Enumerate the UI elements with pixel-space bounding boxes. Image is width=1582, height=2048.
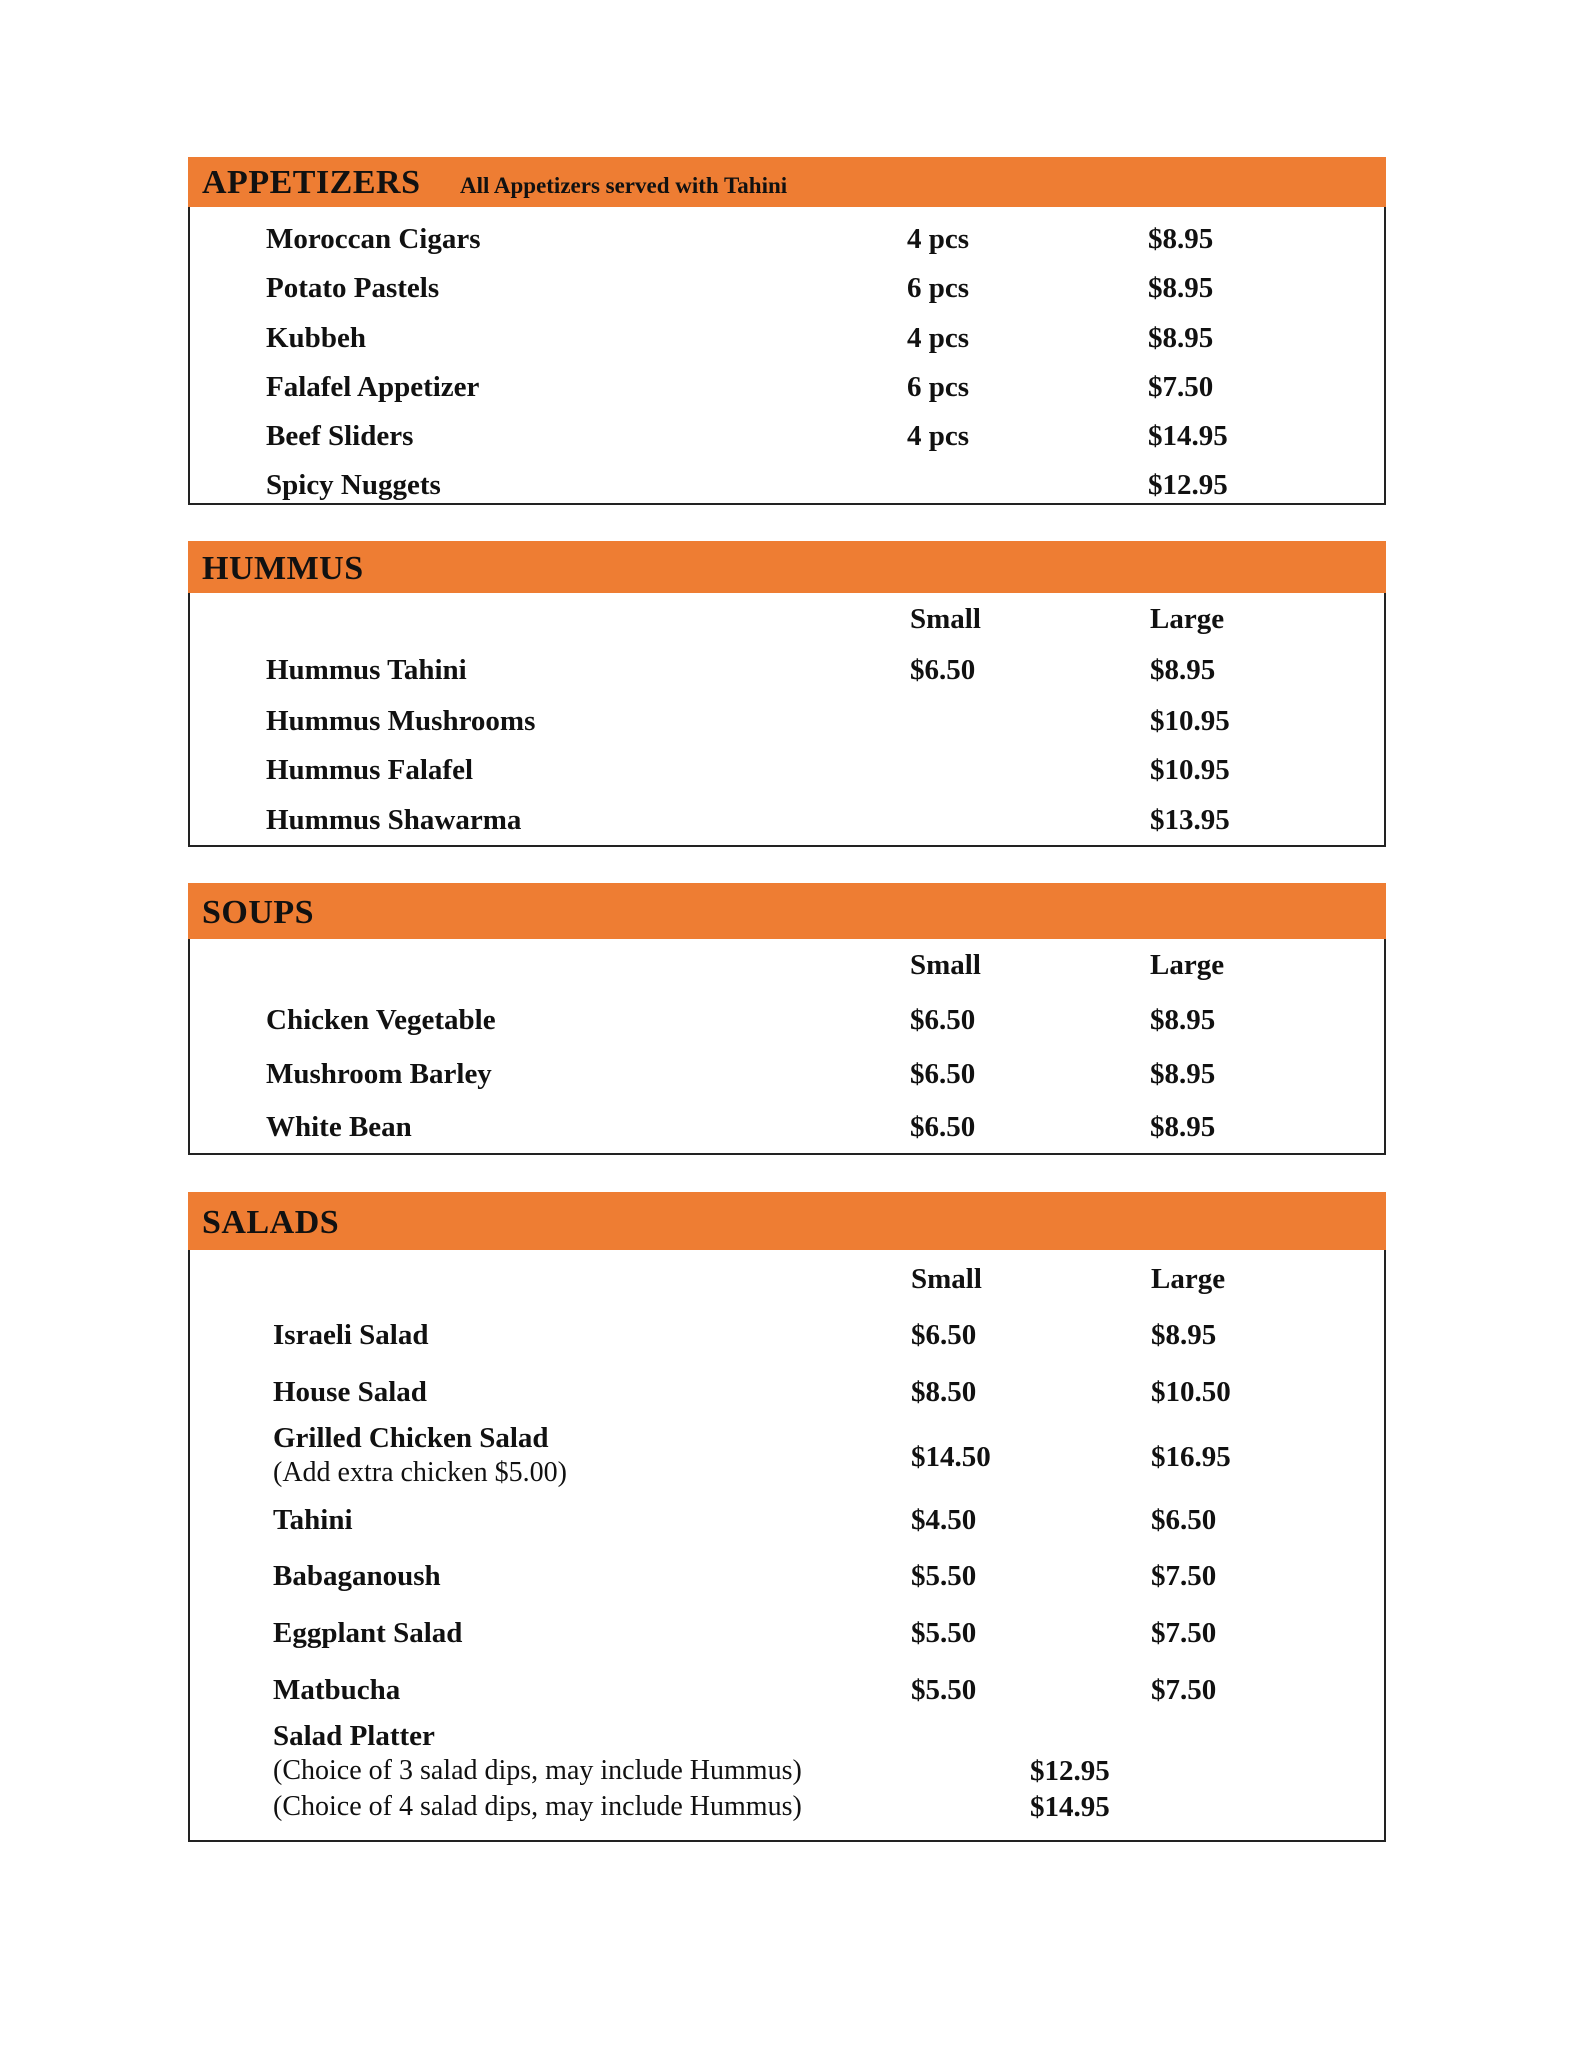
col-large-header: Large (1150, 603, 1225, 635)
item-name: Kubbeh (266, 322, 366, 354)
item-name: Hummus Shawarma (266, 804, 522, 836)
soups-section (188, 883, 1386, 1155)
item-name: Falafel Appetizer (266, 371, 480, 403)
item-large-price: $8.95 (1151, 1319, 1217, 1351)
item-name: Hummus Falafel (266, 754, 474, 786)
appetizers-section (188, 157, 1386, 505)
item-small-price: $6.50 (910, 1058, 976, 1090)
item-large-price: $10.50 (1151, 1376, 1231, 1408)
item-name: Matbucha (273, 1674, 401, 1706)
item-price: $7.50 (1148, 371, 1214, 403)
item-small-price: $5.50 (911, 1674, 977, 1706)
item-small-price: $5.50 (911, 1560, 977, 1592)
item-small-price: $5.50 (911, 1617, 977, 1649)
item-name: Grilled Chicken Salad (273, 1422, 549, 1454)
item-name: House Salad (273, 1376, 427, 1408)
appetizers-box (188, 207, 1386, 505)
item-large-price: $8.95 (1150, 654, 1216, 686)
item-small-price: $6.50 (910, 654, 976, 686)
platter-option-label: (Choice of 3 salad dips, may include Hummus) (273, 1755, 802, 1786)
item-price: $8.95 (1148, 272, 1214, 304)
item-name: Moroccan Cigars (266, 223, 481, 255)
platter-option-price: $12.95 (1030, 1755, 1110, 1787)
item-price: $14.95 (1148, 420, 1228, 452)
salads-box (188, 1250, 1386, 1842)
item-large-price: $13.95 (1150, 804, 1230, 836)
item-small-price: $14.50 (911, 1441, 991, 1473)
item-qty: 4 pcs (907, 322, 970, 354)
item-small-price: $6.50 (911, 1319, 977, 1351)
appetizers-header (188, 157, 1386, 207)
col-small-header: Small (910, 949, 981, 981)
platter-option-price: $14.95 (1030, 1791, 1110, 1823)
appetizers-title: APPETIZERS (202, 164, 421, 201)
col-large-header: Large (1150, 949, 1225, 981)
platter-option-label: (Choice of 4 salad dips, may include Hummus) (273, 1791, 802, 1822)
salads-section (188, 1192, 1386, 1842)
item-large-price: $7.50 (1151, 1560, 1217, 1592)
item-name: Chicken Vegetable (266, 1004, 496, 1036)
item-large-price: $8.95 (1150, 1111, 1216, 1143)
appetizers-note: All Appetizers served with Tahini (460, 173, 788, 198)
item-small-price: $8.50 (911, 1376, 977, 1408)
item-large-price: $6.50 (1151, 1504, 1217, 1536)
item-large-price: $8.95 (1150, 1058, 1216, 1090)
item-name: Mushroom Barley (266, 1058, 492, 1090)
col-small-header: Small (910, 603, 981, 635)
item-name: Hummus Tahini (266, 654, 467, 686)
item-price: $8.95 (1148, 322, 1214, 354)
item-name: Israeli Salad (273, 1319, 429, 1351)
item-name: White Bean (266, 1111, 412, 1143)
item-price: $8.95 (1148, 223, 1214, 255)
col-small-header: Small (911, 1263, 982, 1295)
item-name: Tahini (273, 1504, 353, 1536)
hummus-title: HUMMUS (202, 550, 364, 587)
hummus-header (188, 541, 1386, 593)
soups-header (188, 883, 1386, 939)
item-name: Hummus Mushrooms (266, 705, 536, 737)
item-name: Beef Sliders (266, 420, 414, 452)
item-qty: 4 pcs (907, 223, 970, 255)
salads-header (188, 1192, 1386, 1250)
salads-title: SALADS (202, 1204, 340, 1241)
item-large-price: $10.95 (1150, 754, 1230, 786)
item-large-price: $10.95 (1150, 705, 1230, 737)
soups-box (188, 939, 1386, 1155)
item-small-price: $6.50 (910, 1004, 976, 1036)
item-name: Eggplant Salad (273, 1617, 463, 1649)
item-name: Spicy Nuggets (266, 469, 441, 501)
item-name: Babaganoush (273, 1560, 441, 1592)
soups-title: SOUPS (202, 894, 315, 931)
item-qty: 6 pcs (907, 272, 970, 304)
item-qty: 4 pcs (907, 420, 970, 452)
item-small-price: $4.50 (911, 1504, 977, 1536)
item-name: Potato Pastels (266, 272, 440, 304)
item-qty: 6 pcs (907, 371, 970, 403)
item-small-price: $6.50 (910, 1111, 976, 1143)
col-large-header: Large (1151, 1263, 1226, 1295)
item-price: $12.95 (1148, 469, 1228, 501)
item-large-price: $7.50 (1151, 1674, 1217, 1706)
item-large-price: $8.95 (1150, 1004, 1216, 1036)
item-large-price: $7.50 (1151, 1617, 1217, 1649)
hummus-section (188, 541, 1386, 847)
hummus-box (188, 593, 1386, 847)
item-note: (Add extra chicken $5.00) (273, 1457, 567, 1488)
item-large-price: $16.95 (1151, 1441, 1231, 1473)
platter-name: Salad Platter (273, 1720, 435, 1752)
